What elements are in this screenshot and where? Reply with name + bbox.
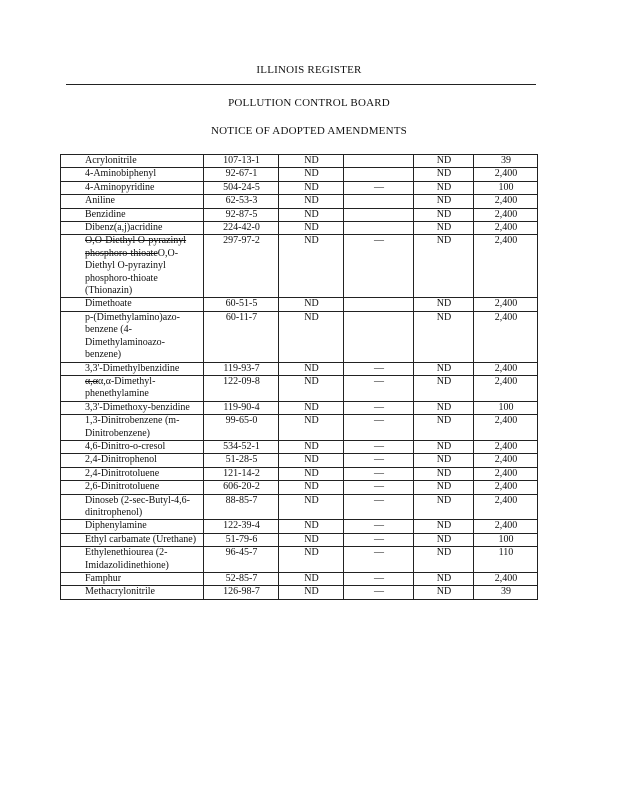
- constituent-name: Dimethoate: [61, 298, 204, 311]
- concentration-value: 2,400: [474, 195, 538, 208]
- constituent-name: Methacrylonitrile: [61, 586, 204, 599]
- nd-value-1: ND: [279, 362, 344, 375]
- table-row: [61, 362, 538, 375]
- nd-value-1: ND: [279, 533, 344, 546]
- nd-value-2: ND: [414, 375, 474, 401]
- nd-value-1: ND: [279, 298, 344, 311]
- nd-value-1: ND: [279, 311, 344, 362]
- nd-value-1: ND: [279, 375, 344, 401]
- table-row: [61, 222, 538, 235]
- register-title: ILLINOIS REGISTER: [256, 64, 362, 76]
- concentration-value: 100: [474, 533, 538, 546]
- constituent-name: 3,3'-Dimethoxy-benzidine: [61, 401, 204, 414]
- cas-number: 51-79-6: [204, 533, 279, 546]
- table-row: [61, 547, 538, 573]
- nd-value-1: ND: [279, 181, 344, 194]
- table-row: [61, 168, 538, 181]
- nd-value-1: ND: [279, 494, 344, 520]
- table-row: [61, 481, 538, 494]
- dash-value: [344, 208, 414, 221]
- cas-number: 92-87-5: [204, 208, 279, 221]
- nd-value-1: ND: [279, 520, 344, 533]
- dash-value: —: [344, 547, 414, 573]
- struck-name-text: O,O-Diethyl O-pyrazinyl phosphoro-thioate: [85, 235, 187, 259]
- header-rule: [66, 84, 536, 85]
- constituent-name: 4,6-Dinitro-o-cresol: [61, 440, 204, 453]
- cas-number: 107-13-1: [204, 155, 279, 168]
- table-row: [61, 586, 538, 599]
- cas-number: 96-45-7: [204, 547, 279, 573]
- table-row: [61, 533, 538, 546]
- nd-value-2: ND: [414, 235, 474, 298]
- dash-value: [344, 311, 414, 362]
- nd-value-1: ND: [279, 454, 344, 467]
- cas-number: 92-67-1: [204, 168, 279, 181]
- dash-value: —: [344, 481, 414, 494]
- dash-value: —: [344, 586, 414, 599]
- cas-number: 99-65-0: [204, 415, 279, 441]
- constituent-name: 4-Aminopyridine: [61, 181, 204, 194]
- table-row: [61, 311, 538, 362]
- nd-value-1: ND: [279, 401, 344, 414]
- nd-value-1: ND: [279, 155, 344, 168]
- concentration-value: 2,400: [474, 440, 538, 453]
- table-row: [61, 195, 538, 208]
- nd-value-2: ND: [414, 155, 474, 168]
- nd-value-1: ND: [279, 168, 344, 181]
- nd-value-2: ND: [414, 222, 474, 235]
- dash-value: [344, 222, 414, 235]
- cas-number: 126-98-7: [204, 586, 279, 599]
- cas-number: 88-85-7: [204, 494, 279, 520]
- concentration-value: 2,400: [474, 311, 538, 362]
- concentration-value: 2,400: [474, 573, 538, 586]
- concentration-value: 2,400: [474, 208, 538, 221]
- nd-value-1: ND: [279, 481, 344, 494]
- cas-number: 224-42-0: [204, 222, 279, 235]
- constituent-name: 3,3'-Dimethylbenzidine: [61, 362, 204, 375]
- nd-value-2: ND: [414, 467, 474, 480]
- constituent-name: 2,6-Dinitrotoluene: [61, 481, 204, 494]
- constituent-name: 4-Aminobiphenyl: [61, 168, 204, 181]
- dash-value: [344, 298, 414, 311]
- constituent-name: 1,3-Dinitrobenzene (m-Dinitrobenzene): [61, 415, 204, 441]
- dash-value: —: [344, 362, 414, 375]
- concentration-value: 2,400: [474, 415, 538, 441]
- nd-value-1: ND: [279, 440, 344, 453]
- nd-value-2: ND: [414, 401, 474, 414]
- table-row: [61, 415, 538, 441]
- constituent-name: Dibenz(a,j)acridine: [61, 222, 204, 235]
- nd-value-2: ND: [414, 533, 474, 546]
- board-title: POLLUTION CONTROL BOARD: [228, 97, 390, 109]
- table-row: [61, 467, 538, 480]
- cas-number: 62-53-3: [204, 195, 279, 208]
- cas-number: 504-24-5: [204, 181, 279, 194]
- constituent-table-body: [61, 155, 538, 600]
- constituent-name: Aniline: [61, 195, 204, 208]
- nd-value-1: ND: [279, 195, 344, 208]
- concentration-value: 2,400: [474, 168, 538, 181]
- name-text: O,O-Diethyl O-pyrazinyl phosphoro-thioate (Thionazin): [85, 247, 179, 297]
- dash-value: [344, 168, 414, 181]
- constituent-name: [61, 235, 204, 298]
- nd-value-1: ND: [279, 547, 344, 573]
- concentration-value: 2,400: [474, 298, 538, 311]
- nd-value-2: ND: [414, 586, 474, 599]
- nd-value-2: ND: [414, 195, 474, 208]
- dash-value: —: [344, 401, 414, 414]
- nd-value-2: ND: [414, 298, 474, 311]
- table-row: [61, 440, 538, 453]
- table-row: [61, 155, 538, 168]
- cas-number: 606-20-2: [204, 481, 279, 494]
- concentration-value: 2,400: [474, 375, 538, 401]
- nd-value-1: ND: [279, 222, 344, 235]
- constituent-name: [61, 375, 204, 401]
- table-row: [61, 208, 538, 221]
- nd-value-1: ND: [279, 415, 344, 441]
- table-row: [61, 235, 538, 298]
- dash-value: —: [344, 494, 414, 520]
- concentration-value: 100: [474, 401, 538, 414]
- table-row: [61, 520, 538, 533]
- concentration-value: 2,400: [474, 235, 538, 298]
- struck-name-text: α,α: [85, 375, 98, 387]
- concentration-value: 100: [474, 181, 538, 194]
- concentration-value: 110: [474, 547, 538, 573]
- cas-number: 60-11-7: [204, 311, 279, 362]
- constituent-name: 2,4-Dinitrotoluene: [61, 467, 204, 480]
- dash-value: —: [344, 440, 414, 453]
- nd-value-2: ND: [414, 208, 474, 221]
- concentration-value: 2,400: [474, 362, 538, 375]
- dash-value: —: [344, 235, 414, 298]
- nd-value-2: ND: [414, 440, 474, 453]
- table-row: [61, 573, 538, 586]
- nd-value-2: ND: [414, 362, 474, 375]
- concentration-value: 39: [474, 155, 538, 168]
- dash-value: —: [344, 533, 414, 546]
- cas-number: 122-09-8: [204, 375, 279, 401]
- nd-value-2: ND: [414, 520, 474, 533]
- cas-number: 297-97-2: [204, 235, 279, 298]
- constituent-name: p-(Dimethylamino)azo-benzene (4-Dimethylaminoazo-benzene): [61, 311, 204, 362]
- cas-number: 534-52-1: [204, 440, 279, 453]
- table-row: [61, 375, 538, 401]
- table-row: [61, 454, 538, 467]
- cas-number: 60-51-5: [204, 298, 279, 311]
- cas-number: 52-85-7: [204, 573, 279, 586]
- dash-value: [344, 155, 414, 168]
- concentration-value: 2,400: [474, 467, 538, 480]
- constituent-name: Acrylonitrile: [61, 155, 204, 168]
- nd-value-2: ND: [414, 415, 474, 441]
- cas-number: 122-39-4: [204, 520, 279, 533]
- nd-value-2: ND: [414, 168, 474, 181]
- cas-number: 119-93-7: [204, 362, 279, 375]
- nd-value-2: ND: [414, 494, 474, 520]
- nd-value-2: ND: [414, 481, 474, 494]
- concentration-value: 2,400: [474, 222, 538, 235]
- nd-value-2: ND: [414, 454, 474, 467]
- nd-value-2: ND: [414, 547, 474, 573]
- nd-value-2: ND: [414, 311, 474, 362]
- table-row: [61, 181, 538, 194]
- nd-value-1: ND: [279, 586, 344, 599]
- cas-number: 121-14-2: [204, 467, 279, 480]
- nd-value-1: ND: [279, 208, 344, 221]
- concentration-value: 2,400: [474, 481, 538, 494]
- constituent-table: [60, 154, 538, 600]
- dash-value: —: [344, 181, 414, 194]
- cas-number: 119-90-4: [204, 401, 279, 414]
- dash-value: —: [344, 454, 414, 467]
- table-row: [61, 401, 538, 414]
- dash-value: [344, 195, 414, 208]
- dash-value: —: [344, 467, 414, 480]
- dash-value: —: [344, 573, 414, 586]
- constituent-name: Famphur: [61, 573, 204, 586]
- constituent-name: Diphenylamine: [61, 520, 204, 533]
- concentration-value: 39: [474, 586, 538, 599]
- cas-number: 51-28-5: [204, 454, 279, 467]
- concentration-value: 2,400: [474, 520, 538, 533]
- dash-value: —: [344, 415, 414, 441]
- table-row: [61, 298, 538, 311]
- constituent-name: Ethyl carbamate (Urethane): [61, 533, 204, 546]
- dash-value: —: [344, 375, 414, 401]
- concentration-value: 2,400: [474, 454, 538, 467]
- nd-value-1: ND: [279, 467, 344, 480]
- constituent-name: Benzidine: [61, 208, 204, 221]
- nd-value-2: ND: [414, 181, 474, 194]
- nd-value-1: ND: [279, 235, 344, 298]
- nd-value-1: ND: [279, 573, 344, 586]
- table-row: [61, 494, 538, 520]
- constituent-name: 2,4-Dinitrophenol: [61, 454, 204, 467]
- nd-value-2: ND: [414, 573, 474, 586]
- notice-title: NOTICE OF ADOPTED AMENDMENTS: [211, 125, 407, 137]
- name-text: α,α-Dimethyl-phenethylamine: [85, 375, 156, 400]
- dash-value: —: [344, 520, 414, 533]
- concentration-value: 2,400: [474, 494, 538, 520]
- constituent-name: Ethylenethiourea (2-Imidazolidinethione): [61, 547, 204, 573]
- constituent-name: Dinoseb (2-sec-Butyl-4,6-dinitrophenol): [61, 494, 204, 520]
